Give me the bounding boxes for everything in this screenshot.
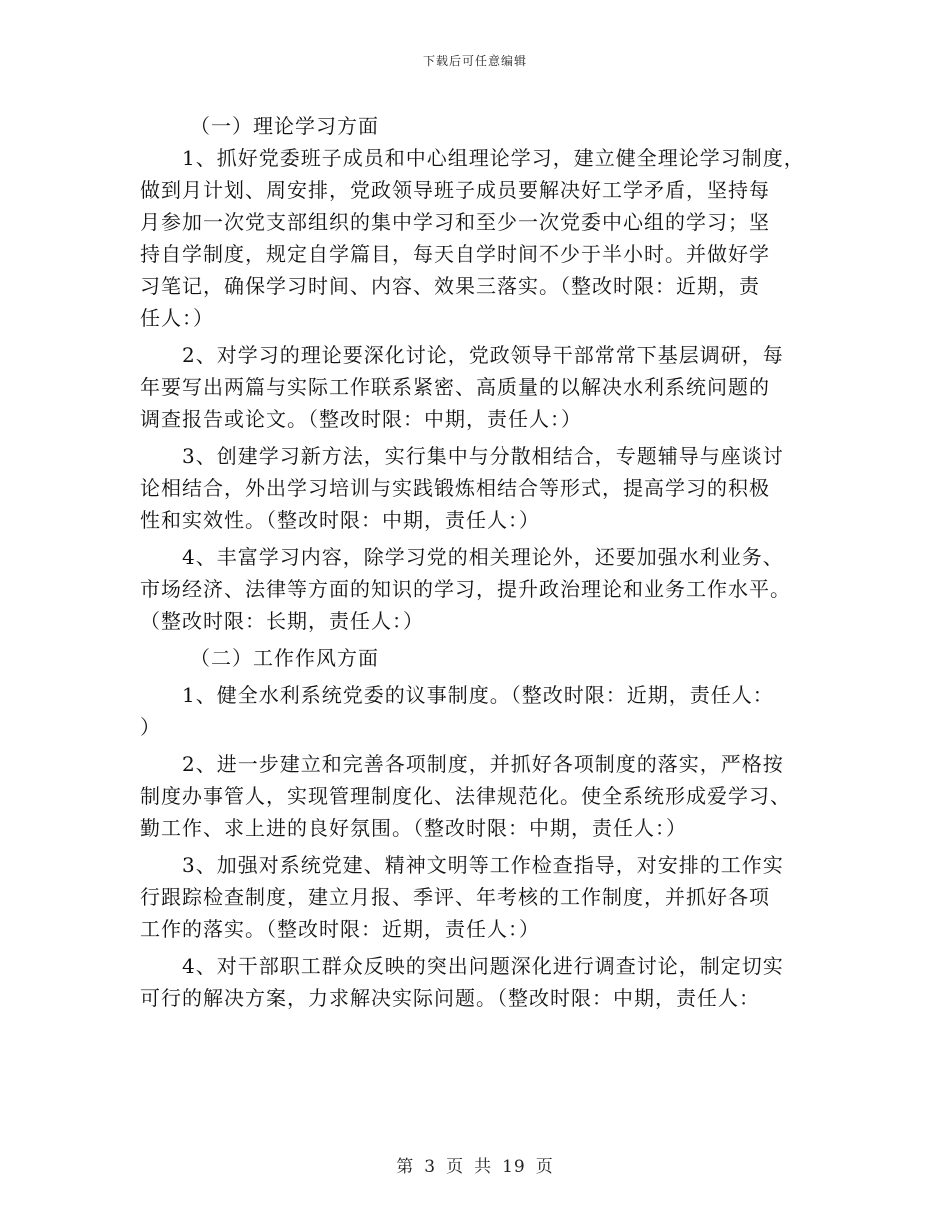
total-label: 共 bbox=[474, 1157, 493, 1177]
paragraph-line: 市场经济、法律等方面的知识的学习，提升政治理论和业务工作水平。 bbox=[140, 577, 791, 601]
paragraph-line: 调查报告或论文。（整改时限：中期，责任人：） bbox=[140, 407, 582, 431]
page-header: 下载后可任意编辑 bbox=[422, 54, 527, 68]
page-number: 3 bbox=[424, 1157, 437, 1177]
section-heading: （一）理论学习方面 bbox=[190, 114, 379, 138]
page-footer bbox=[0, 1152, 950, 1177]
page-label: 第 bbox=[396, 1157, 415, 1177]
paragraph-line: 制度办事管人，实现管理制度化、法律规范化。使全系统形成爱学习、 bbox=[140, 784, 791, 808]
total-label: 页 bbox=[535, 1157, 554, 1177]
paragraph-line: ） bbox=[140, 715, 161, 739]
paragraph-line: 工作的落实。（整改时限：近期，责任人：） bbox=[140, 917, 540, 941]
paragraph-line: 性和实效性。（整改时限：中期，责任人：） bbox=[140, 508, 540, 532]
paragraph-line: 1、健全水利系统党委的议事制度。（整改时限：近期，责任人： bbox=[182, 683, 774, 707]
paragraph-line: 3、加强对系统党建、精神文明等工作检查指导，对安排的工作实 bbox=[182, 853, 784, 877]
paragraph-line: 3、创建学习新方法，实行集中与分散相结合，专题辅导与座谈讨 bbox=[182, 444, 784, 468]
section-heading: （二）工作作风方面 bbox=[190, 646, 379, 670]
paragraph-line: 2、对学习的理论要深化讨论，党政领导干部常常下基层调研，每 bbox=[182, 343, 784, 367]
paragraph-line: 做到月计划、周安排，党政领导班子成员要解决好工学矛盾，坚持每 bbox=[140, 178, 770, 202]
paragraph-line: （整改时限：长期，责任人：） bbox=[140, 609, 424, 633]
paragraph-line: 习笔记，确保学习时间、内容、效果三落实。（整改时限：近期，责 bbox=[140, 274, 760, 298]
paragraph-line: 年要写出两篇与实际工作联系紧密、高质量的以解决水利系统问题的 bbox=[140, 375, 770, 399]
paragraph-line: 2、进一步建立和完善各项制度，并抓好各项制度的落实，严格按 bbox=[182, 752, 784, 776]
paragraph-line: 1、抓好党委班子成员和中心组理论学习，建立健全理论学习制度， bbox=[182, 146, 805, 170]
total-pages: 19 bbox=[502, 1157, 526, 1177]
paragraph-line: 月参加一次党支部组织的集中学习和至少一次党委中心组的学习；坚 bbox=[140, 210, 770, 234]
paragraph-line: 论相结合，外出学习培训与实践锻炼相结合等形式，提高学习的积极 bbox=[140, 476, 770, 500]
page-label: 页 bbox=[446, 1157, 465, 1177]
paragraph-line: 可行的解决方案，力求解决实际问题。（整改时限：中期，责任人： bbox=[140, 986, 760, 1010]
document-body bbox=[140, 110, 816, 1014]
paragraph-line: 持自学制度，规定自学篇目，每天自学时间不少于半小时。并做好学 bbox=[140, 242, 770, 266]
paragraph-line: 任人：） bbox=[140, 306, 214, 330]
paragraph-line: 勤工作、求上进的良好氛围。（整改时限：中期，责任人：） bbox=[140, 816, 687, 840]
paragraph-line: 4、对干部职工群众反映的突出问题深化进行调查讨论，制定切实 bbox=[182, 954, 784, 978]
paragraph-line: 行跟踪检查制度，建立月报、季评、年考核的工作制度，并抓好各项 bbox=[140, 885, 770, 909]
paragraph-line: 4、丰富学习内容，除学习党的相关理论外，还要加强水利业务、 bbox=[182, 545, 784, 569]
